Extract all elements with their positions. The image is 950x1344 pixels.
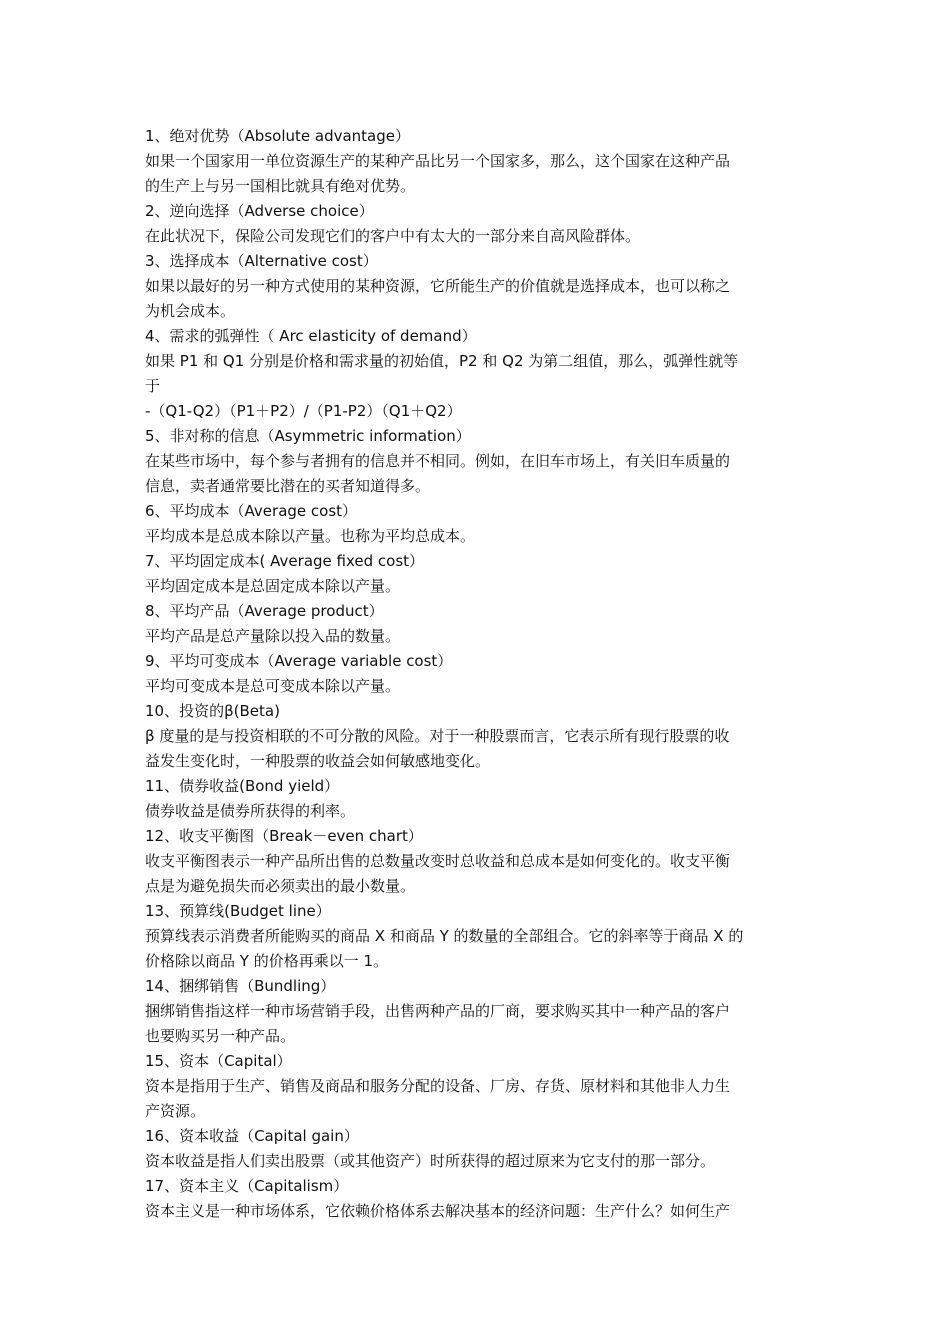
- definition-text: 平均产品是总产量除以投入品的数量。: [145, 627, 401, 645]
- definition-text: 点是为避免损失而必须卖出的最小数量。: [145, 877, 416, 895]
- definition-text: 信息，卖者通常要比潜在的买者知道得多。: [145, 477, 431, 495]
- term-heading-14: 14、捆绑销售（Bundling）: [145, 977, 336, 995]
- term-heading-17: 17、资本主义（Capitalism）: [145, 1177, 349, 1195]
- definition-text: 产资源。: [145, 1102, 206, 1120]
- term-heading-15: 15、资本（Capital）: [145, 1052, 292, 1070]
- term-heading-16: 16、资本收益（Capital gain）: [145, 1127, 359, 1145]
- definition-text: 为机会成本。: [145, 302, 236, 320]
- definition-text: 于: [145, 377, 161, 395]
- definition-text: 资本收益是指人们卖出股票（或其他资产）时所获得的超过原来为它支付的那一部分。: [145, 1152, 716, 1170]
- term-heading-7: 7、平均固定成本( Average fixed cost）: [145, 552, 425, 570]
- definition-text: 在某些市场中，每个参与者拥有的信息并不相同。例如，在旧车市场上，有关旧车质量的: [145, 452, 731, 470]
- definition-text: 捆绑销售指这样一种市场营销手段，出售两种产品的厂商，要求购买其中一种产品的客户: [145, 1002, 731, 1020]
- definition-text: 在此状况下，保险公司发现它们的客户中有太大的一部分来自高风险群体。: [145, 227, 641, 245]
- definition-text: 债券收益是债券所获得的利率。: [145, 802, 356, 820]
- definition-text: 如果 P1 和 Q1 分别是价格和需求量的初始值，P2 和 Q2 为第二组值，那么，弧弹性就等: [145, 352, 739, 370]
- definition-text: 资本主义是一种市场体系，它依赖价格体系去解决基本的经济问题：生产什么？如何生产: [145, 1202, 731, 1220]
- formula-text: -（Q1-Q2）（P1＋P2）/（P1-P2）（Q1＋Q2）: [145, 402, 462, 420]
- term-heading-10: 10、投资的β(Beta): [145, 702, 280, 720]
- term-heading-13: 13、预算线(Budget line）: [145, 902, 331, 920]
- term-heading-1: 1、绝对优势（Absolute advantage）: [145, 127, 410, 145]
- definition-text: 如果一个国家用一单位资源生产的某种产品比另一个国家多，那么，这个国家在这种产品: [145, 152, 731, 170]
- term-heading-11: 11、债券收益(Bond yield）: [145, 777, 340, 795]
- term-heading-9: 9、平均可变成本（Average variable cost）: [145, 652, 453, 670]
- definition-text: 收支平衡图表示一种产品所出售的总数量改变时总收益和总成本是如何变化的。收支平衡: [145, 852, 731, 870]
- definition-text: 益发生变化时，一种股票的收益会如何敏感地变化。: [145, 752, 491, 770]
- term-heading-6: 6、平均成本（Average cost）: [145, 502, 358, 520]
- definition-text: 平均成本是总成本除以产量。也称为平均总成本。: [145, 527, 476, 545]
- definition-text: β 度量的是与投资相联的不可分散的风险。对于一种股票而言，它表示所有现行股票的收: [145, 727, 730, 745]
- definition-text: 价格除以商品 Y 的价格再乘以一 1。: [145, 952, 389, 970]
- definition-text: 平均固定成本是总固定成本除以产量。: [145, 577, 401, 595]
- definition-text: 预算线表示消费者所能购买的商品 X 和商品 Y 的数量的全部组合。它的斜率等于商品 X 的: [145, 927, 744, 945]
- term-heading-5: 5、非对称的信息（Asymmetric information）: [145, 427, 471, 445]
- term-heading-4: 4、需求的弧弹性（ Arc elasticity of demand）: [145, 327, 477, 345]
- definition-text: 的生产上与另一国相比就具有绝对优势。: [145, 177, 416, 195]
- definition-text: 资本是指用于生产、销售及商品和服务分配的设备、厂房、存货、原材料和其他非人力生: [145, 1077, 731, 1095]
- definition-text: 也要购买另一种产品。: [145, 1027, 296, 1045]
- term-heading-8: 8、平均产品（Average product）: [145, 602, 384, 620]
- term-heading-2: 2、逆向选择（Adverse choice）: [145, 202, 374, 220]
- document-page: [145, 124, 810, 1224]
- definition-text: 如果以最好的另一种方式使用的某种资源，它所能生产的价值就是选择成本，也可以称之: [145, 277, 731, 295]
- term-heading-12: 12、收支平衡图（Break－even chart）: [145, 827, 423, 845]
- term-heading-3: 3、选择成本（Alternative cost）: [145, 252, 378, 270]
- definition-text: 平均可变成本是总可变成本除以产量。: [145, 677, 401, 695]
